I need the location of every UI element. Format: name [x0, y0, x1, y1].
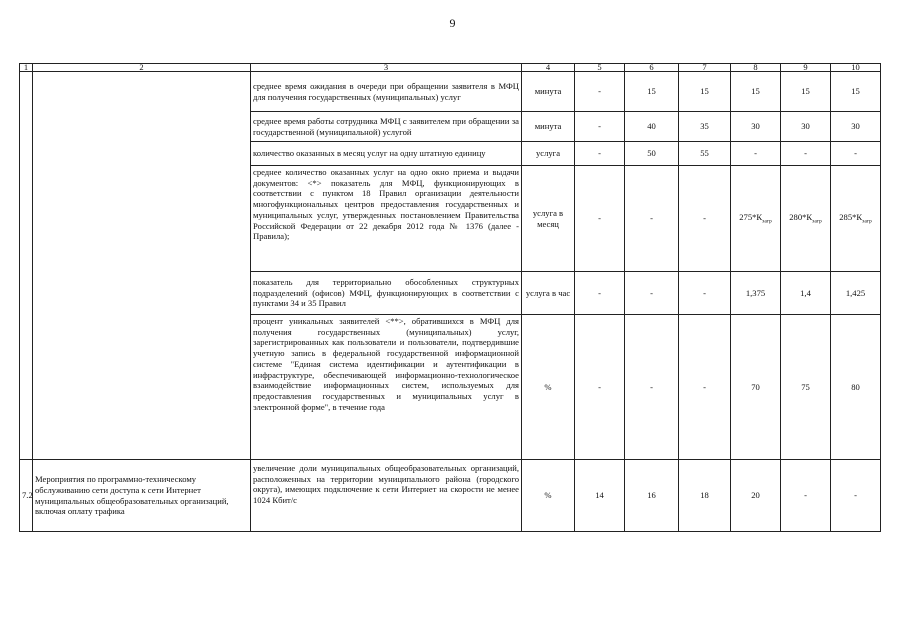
- value-cell: 15: [625, 72, 679, 112]
- value-cell: -: [575, 166, 625, 272]
- indicator-cell: среднее время ожидания в очереди при обращении заявителя в МФЦ для получения государственных (муниципальных) услуг: [251, 72, 522, 112]
- value-cell: -: [625, 166, 679, 272]
- column-number: 1: [20, 64, 33, 72]
- value-cell: 14: [575, 460, 625, 532]
- value-cell: -: [625, 272, 679, 315]
- column-number: 3: [251, 64, 522, 72]
- value-cell: 16: [625, 460, 679, 532]
- column-number: 10: [831, 64, 881, 72]
- indicator-cell: показатель для территориально обособленных структурных подразделений (офисов) МФЦ, функционирующих в соответствии с пунктами 34 и 35 Правил: [251, 272, 522, 315]
- value-cell: 40: [625, 112, 679, 142]
- table-row: [20, 460, 881, 532]
- value-cell: 30: [731, 112, 781, 142]
- unit-cell: %: [522, 460, 575, 532]
- column-number: 2: [33, 64, 251, 72]
- indicator-cell: количество оказанных в месяц услуг на одну штатную единицу: [251, 142, 522, 166]
- value-cell: 70: [731, 315, 781, 460]
- table-row: [20, 72, 881, 112]
- column-number: 6: [625, 64, 679, 72]
- value-cell: -: [781, 142, 831, 166]
- value-cell: [731, 166, 781, 272]
- indicators-table: [19, 63, 881, 532]
- value-cell: -: [575, 142, 625, 166]
- column-number: 5: [575, 64, 625, 72]
- value-cell: 30: [831, 112, 881, 142]
- column-number: 8: [731, 64, 781, 72]
- value-cell: 50: [625, 142, 679, 166]
- value-cell: [781, 166, 831, 272]
- value-cell: 15: [731, 72, 781, 112]
- coefficient-value: 275*К: [739, 211, 763, 222]
- value-cell: -: [625, 315, 679, 460]
- column-number: 4: [522, 64, 575, 72]
- coefficient-subscript: загр: [812, 218, 822, 225]
- value-cell: 30: [781, 112, 831, 142]
- measure-name-cell: Мероприятия по программно-техническому обслуживанию сети доступа к сети Интернет муниципальных общеобразовательных организаций, включая оплату трафика: [33, 460, 251, 532]
- coefficient-value: 280*К: [789, 211, 813, 222]
- value-cell: -: [831, 142, 881, 166]
- unit-cell: услуга в месяц: [522, 166, 575, 272]
- value-cell: 20: [731, 460, 781, 532]
- value-cell: -: [575, 72, 625, 112]
- value-cell: -: [679, 166, 731, 272]
- coefficient-subscript: загр: [762, 218, 772, 225]
- value-cell: 75: [781, 315, 831, 460]
- value-cell: -: [781, 460, 831, 532]
- column-number-row: [20, 64, 881, 72]
- indicator-cell: увеличение доли муниципальных общеобразовательных организаций, расположенных на территории муниципального района (городского округа), имеющих подключение к сети Интернет на скорости не менее 1024 Кбит/с: [251, 460, 522, 532]
- value-cell: -: [731, 142, 781, 166]
- unit-cell: минута: [522, 72, 575, 112]
- unit-cell: услуга: [522, 142, 575, 166]
- value-cell: 1,4: [781, 272, 831, 315]
- value-cell: 15: [831, 72, 881, 112]
- row-number-cell: 7.2: [20, 460, 33, 532]
- value-cell: 1,425: [831, 272, 881, 315]
- value-cell: 80: [831, 315, 881, 460]
- value-cell: 15: [781, 72, 831, 112]
- value-cell: [831, 166, 881, 272]
- coefficient-value: 285*К: [839, 211, 863, 222]
- indicator-cell: среднее количество оказанных услуг на одно окно приема и выдачи документов: <*> показатель для МФЦ, функционирующих в соответствии с пунктом 18 Правил организации деятельности многофункциональных центров предоставления государственных и муниципальных услуг, утвержденных постановлением Правительства Российской Федерации от 22 декабря 2012 года № 1376 (далее - Правила);: [251, 166, 522, 272]
- value-cell: 1,375: [731, 272, 781, 315]
- value-cell: 15: [679, 72, 731, 112]
- column-number: 9: [781, 64, 831, 72]
- value-cell: -: [679, 272, 731, 315]
- value-cell: -: [831, 460, 881, 532]
- unit-cell: %: [522, 315, 575, 460]
- coefficient-subscript: загр: [862, 218, 872, 225]
- value-cell: 35: [679, 112, 731, 142]
- value-cell: -: [575, 315, 625, 460]
- indicator-cell: процент уникальных заявителей <**>, обратившихся в МФЦ для получения государственных (муниципальных) услуг, зарегистрированных как пользователи и пользователи, подтвердившие учетную запись в федеральной государственной информационной системе "Единая система идентификации и аутентификации в инфраструктуре, обеспечивающей информационно-технологическое взаимодействие информационных систем, используемых для предоставления государственных и муниципальных услуг в электронной форме", в течение года: [251, 315, 522, 460]
- row-number-cell: [20, 72, 33, 460]
- value-cell: 18: [679, 460, 731, 532]
- unit-cell: услуга в час: [522, 272, 575, 315]
- value-cell: -: [575, 112, 625, 142]
- value-cell: -: [679, 315, 731, 460]
- column-number: 7: [679, 64, 731, 72]
- value-cell: -: [575, 272, 625, 315]
- value-cell: 55: [679, 142, 731, 166]
- unit-cell: минута: [522, 112, 575, 142]
- measure-name-cell: [33, 72, 251, 460]
- page-number: 9: [449, 16, 456, 30]
- indicator-cell: среднее время работы сотрудника МФЦ с заявителем при обращении за государственной (муниципальной) услугой: [251, 112, 522, 142]
